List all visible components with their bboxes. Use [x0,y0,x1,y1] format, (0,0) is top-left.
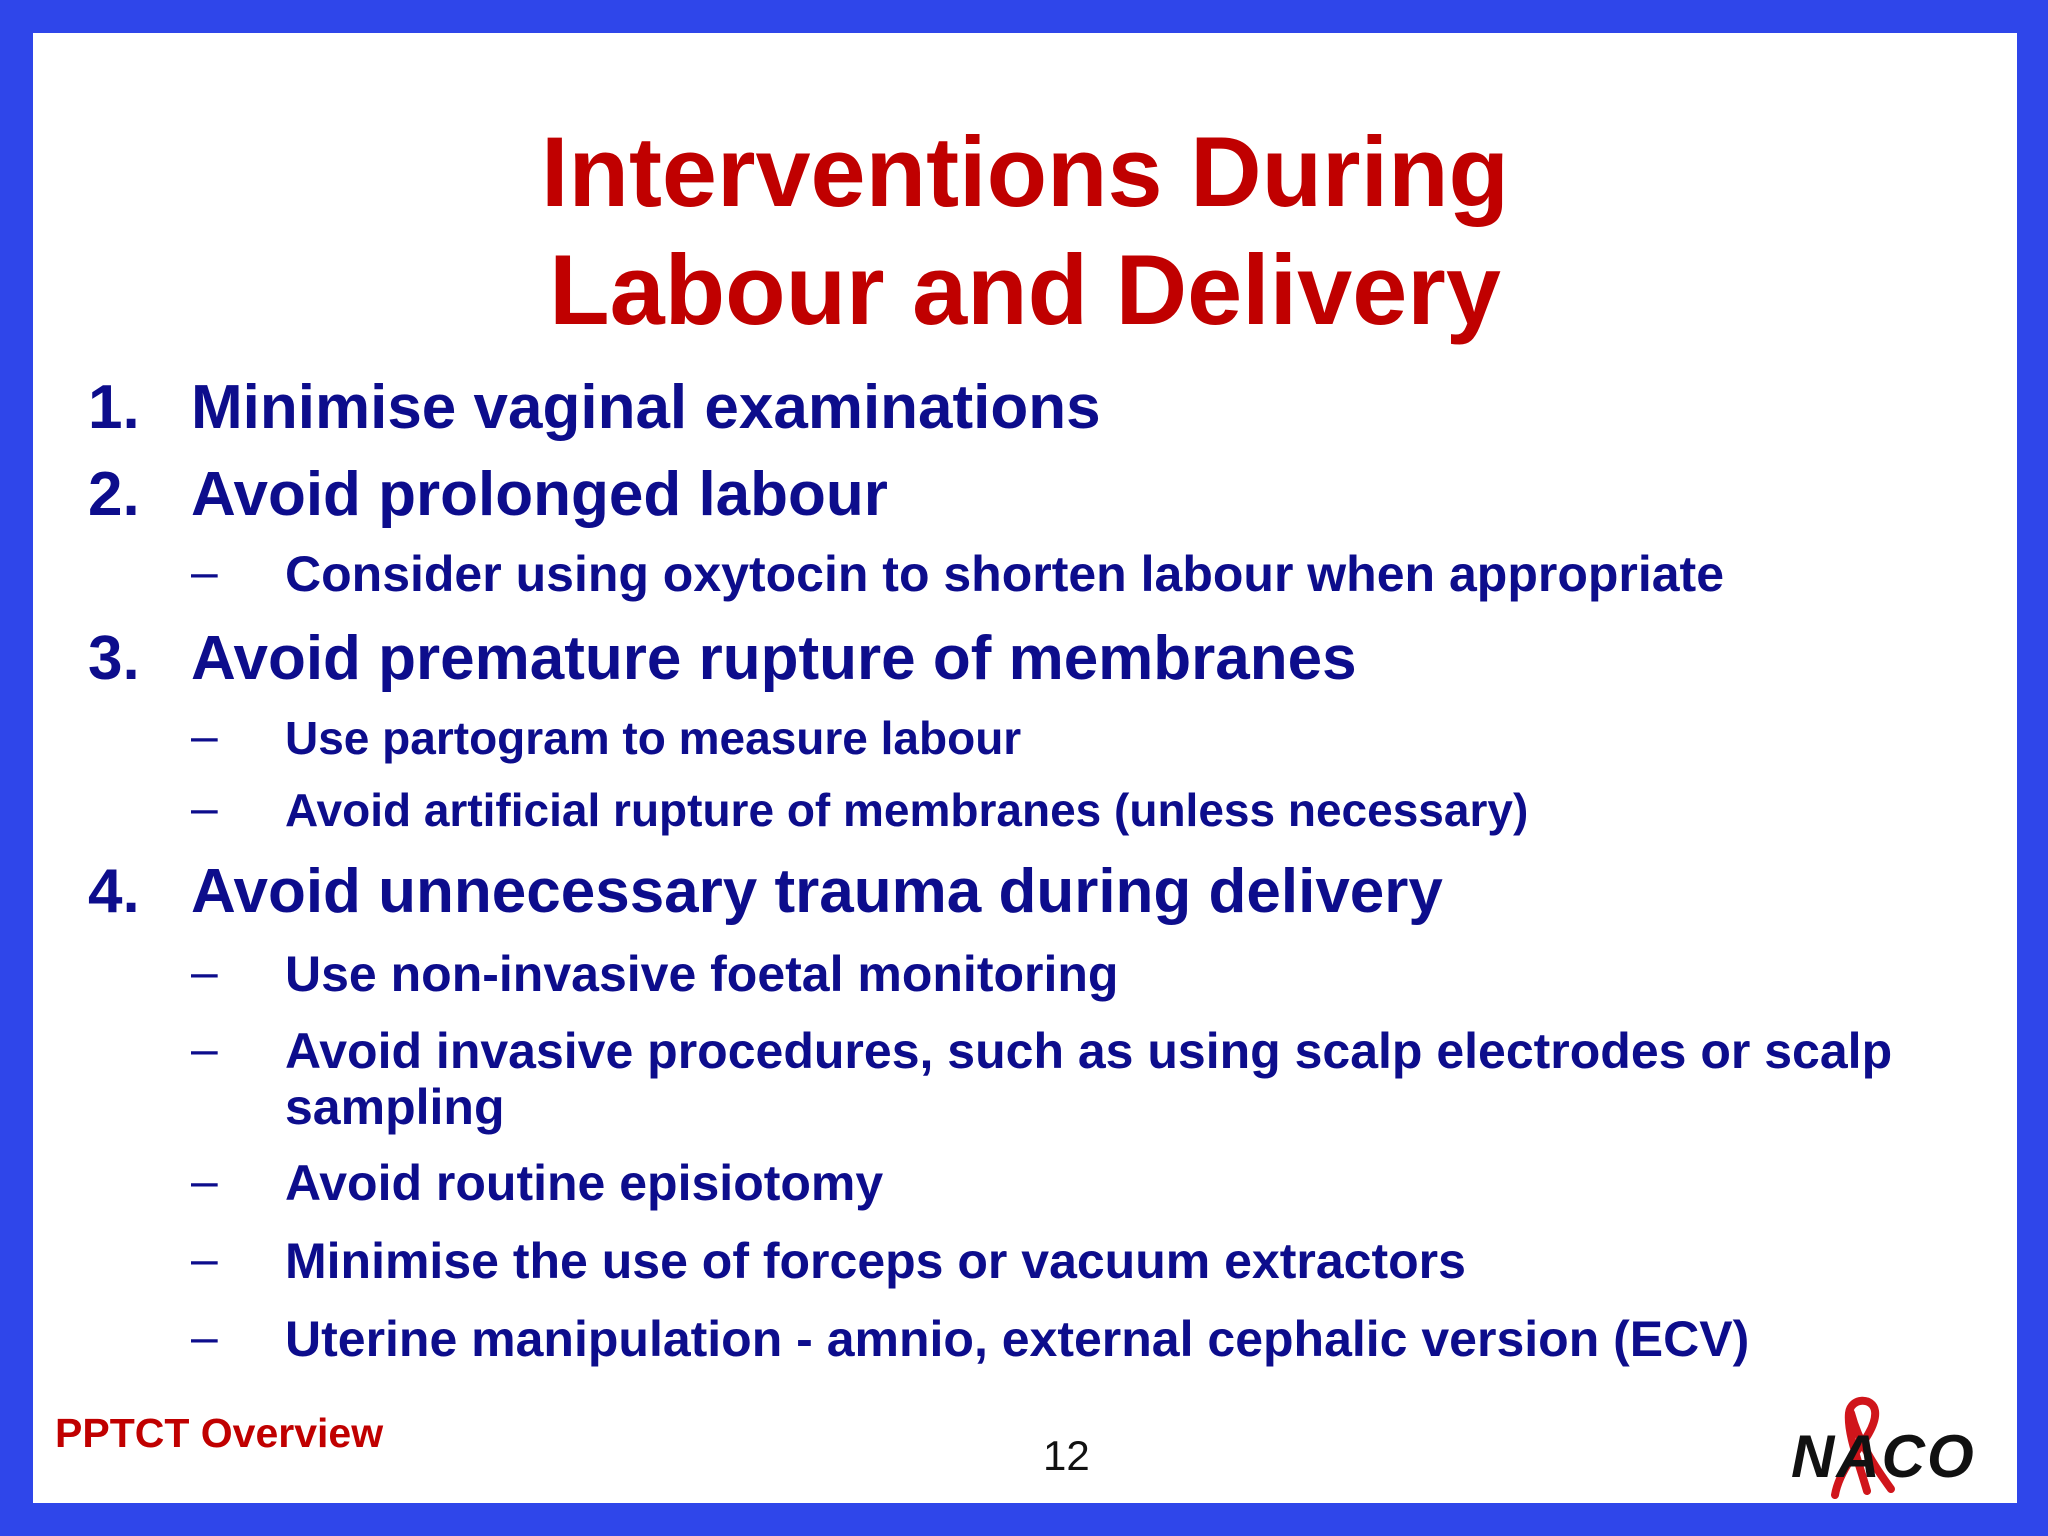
item-3-sub-1-dash: – [191,710,218,763]
item-1-number: 1. [88,373,140,442]
title-line-1: Interventions During [540,116,1510,227]
item-3-text: Avoid premature rupture of membranes [191,624,1357,693]
item-4-sub-1-text: Use non-invasive foetal monitoring [285,946,1119,1002]
page-number: 12 [1043,1432,1090,1479]
item-4-sub-3-dash: – [191,1155,218,1208]
item-4-sub-2-dash: – [191,1023,218,1076]
item-4-sub-4-text: Minimise the use of forceps or vacuum extractors [285,1233,1466,1289]
logo-text: NACO [1791,1423,1976,1490]
item-1-text: Minimise vaginal examinations [191,373,1101,442]
item-2-sub-1-text: Consider using oxytocin to shorten labour when appropriate [285,546,1725,602]
item-3-sub-2-dash: – [191,782,218,835]
footer-label: PPTCT Overview [55,1410,384,1456]
item-3-sub-1-text: Use partogram to measure labour [285,712,1022,764]
slide [33,33,2017,1503]
item-2-number: 2. [88,460,140,529]
item-4-sub-5-dash: – [191,1311,218,1364]
item-4-sub-3-text: Avoid routine episiotomy [285,1155,884,1211]
item-3-number: 3. [88,624,140,693]
item-4-sub-2-text: Avoid invasive procedures, such as using scalp electrodes or scalp sampling [285,1023,1893,1135]
item-2-sub-1-dash: – [191,546,218,599]
item-4-text: Avoid unnecessary trauma during delivery [191,857,1443,926]
title-line-2: Labour and Delivery [549,234,1501,345]
item-3-sub-2-text: Avoid artificial rupture of membranes (unless necessary) [285,784,1529,836]
item-4-sub-1-dash: – [191,946,218,999]
bullet-list [33,33,2017,1503]
naco-logo [1789,1393,2013,1503]
item-4-number: 4. [88,857,140,926]
item-4-sub-5-text: Uterine manipulation - amnio, external cephalic version (ECV) [285,1311,1750,1367]
item-2-text: Avoid prolonged labour [191,460,888,529]
item-4-sub-4-dash: – [191,1233,218,1286]
